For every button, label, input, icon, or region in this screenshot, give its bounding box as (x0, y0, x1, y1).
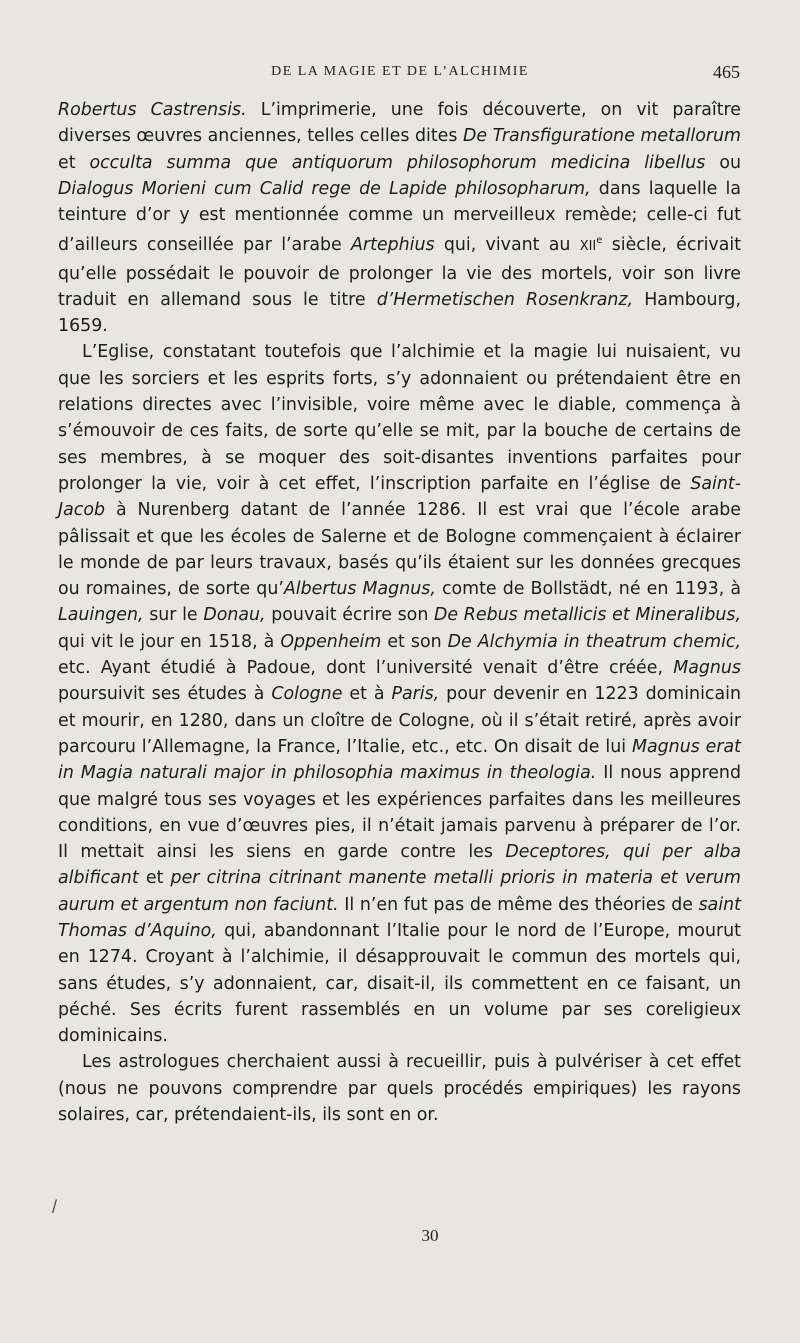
page-header (60, 62, 740, 88)
paragraph-2: L’Eglise, constatant toutefois que l’alchimie et la magie lui nuisaient, vu que les sorciers et les esprits forts, s’y adonnaient ou prétendaient être en relations directes avec l’invisible, voire même avec le diable, commença à s’émouvoir de ces faits, de sorte qu’elle se mit, par la bouche de certains de ses membres, à se moquer des soit-disantes inventions parfaites pour prolonger la vie, voir à cet effet, l’inscription parfaite en l’église de Saint-Jacob à Nurenberg datant de l’année 1286. Il est vrai que l’école arabe pâlissait et que les écoles de Salerne et de Bologne commençaient à éclairer le monde de par leurs travaux, basés qu’ils étaient sur les données grecques ou romaines, de sorte qu’Albertus Magnus, comte de Bollstädt, né en 1193, à Lauingen, sur le Donau, pouvait écrire son De Rebus metallicis et Mineralibus, qui vit le jour en 1518, à Oppenheim et son De Alchymia in theatrum chemic, etc. Ayant étudié à Padoue, dont l’université venait d’être créée, Magnus poursuivit ses études à Cologne et à Paris, pour devenir en 1223 dominicain et mourir, en 1280, dans un cloître de Cologne, où il s’était retiré, après avoir parcouru l’Allemagne, la France, l’Italie, etc., etc. On disait de lui Magnus erat in Magia naturali major in philosophia maximus in theologia. Il nous apprend que malgré tous ses voyages et les expériences parfaites dans les meilleures conditions, en vue d’œuvres pies, il n’était jamais parvenu à préparer de l’or. Il mettait ainsi les siens en garde contre les Deceptores, qui per alba albificant et per citrina citrinant manente metalli prioris in materia et verum aurum et argentum non faciunt. Il n’en fut pas de même des théories de saint Thomas d’Aquino, qui, abandonnant l’Italie pour le nord de l’Europe, mourut en 1274. Croyant à l’alchimie, il désapprouvait le commun des mortels qui, sans études, s’y adonnaient, car, disait-il, ils commettent en ce faisant, un péché. Ses écrits furent rassemblés en un volume par ses coreligieux dominicains. (58, 342, 741, 1047)
margin-mark: / (52, 1197, 58, 1217)
running-title: DE LA MAGIE ET DE L’ALCHIMIE (271, 64, 529, 79)
signature-mark: 30 (421, 1226, 439, 1245)
paragraph-1: Robertus Castrensis. L’imprimerie, une fois découverte, on vit paraître diverses œuvres anciennes, telles celles dites De Transfiguratione metallorum et occulta summa que antiquorum philosophorum medicina libellus ou Dialogus Morieni cum Calid rege de Lapide philosopharum, dans laquelle la teinture d’or y est mentionnée comme un merveilleux remède; celle-ci fut d’ailleurs conseillée par l’arabe Artephius qui, vivant au XIIe siècle, écrivait qu’elle possédait le pouvoir de prolonger la vie des mortels, voir son livre traduit en allemand sous le titre d’Hermetischen Rosenkranz, Hambourg, 1659. (58, 100, 742, 337)
paragraph-3: Les astrologues cherchaient aussi à recueillir, puis à pulvériser à cet effet (nous ne pouvons comprendre par quels procédés empiriques) les rayons solaires, car, prétendaient-ils, ils sont en or. (58, 1052, 741, 1126)
page-number: 465 (713, 62, 740, 82)
body-text (58, 97, 741, 1128)
